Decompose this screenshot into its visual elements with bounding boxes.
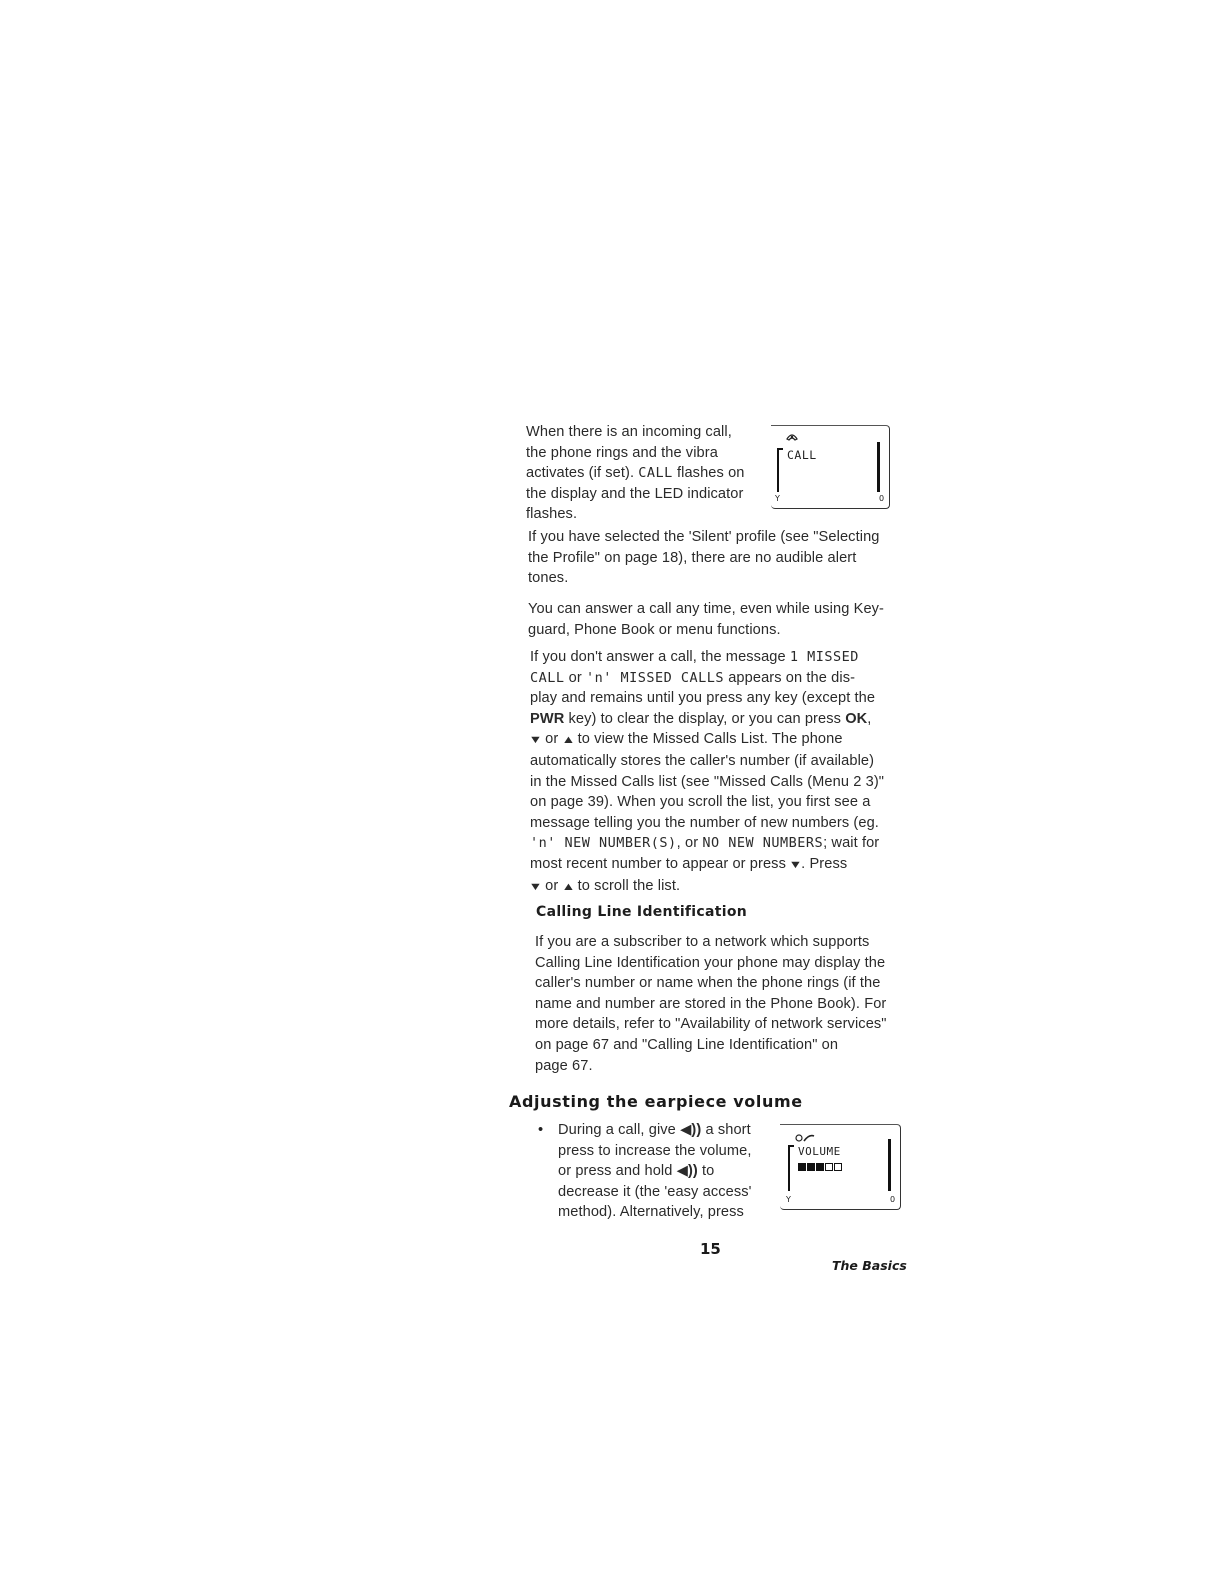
- intro-paragraph: [526, 422, 745, 525]
- lcd-battery-tick: 0: [879, 494, 885, 503]
- volume-level-segment: [825, 1163, 833, 1171]
- missed-line: automatically stores the caller's number (if available): [530, 752, 875, 769]
- missed-line: . Press: [801, 855, 848, 872]
- silent-profile-paragraph: [528, 527, 880, 589]
- volume-line: method). Alternatively, press: [558, 1204, 744, 1221]
- volume-line: a short: [705, 1122, 751, 1138]
- volume-line: decrease it (the 'easy access': [558, 1183, 752, 1200]
- volume-line: press to increase the volume,: [558, 1142, 752, 1159]
- cli-line: If you are a subscriber to a network which supports: [535, 934, 870, 950]
- cli-line: Calling Line Identification your phone may display the: [535, 954, 886, 971]
- cli-line: name and number are stored in the Phone Book). For: [535, 995, 887, 1012]
- missed-line: appears on the dis-: [728, 669, 856, 686]
- scroll-up-icon: ▲: [560, 734, 576, 747]
- missed-line: key) to clear the display, or you can press: [568, 710, 842, 727]
- missed-line: , or: [676, 835, 699, 852]
- missed-line: message telling you the number of new numbers (eg.: [530, 814, 879, 831]
- missed-line: ; wait for: [823, 835, 880, 852]
- missed-line: If you don't answer a call, the message: [530, 649, 786, 665]
- silent-line: the Profile" on page 18), there are no audible alert: [528, 549, 857, 566]
- answer-line: guard, Phone Book or menu functions.: [528, 621, 781, 638]
- lcd-volume-illustration: [780, 1124, 901, 1210]
- battery-bar-icon: [877, 442, 880, 492]
- display-text-new-numbers: 'n' NEW NUMBER(S): [530, 835, 677, 852]
- silent-line: If you have selected the 'Silent' profile (see "Selecting: [528, 529, 880, 545]
- missed-line: or: [545, 877, 559, 894]
- intro-line: the display and the LED indicator: [526, 485, 744, 502]
- chapter-title: The Basics: [832, 1258, 907, 1273]
- intro-line: flashes on: [676, 465, 745, 482]
- volume-level-bar: [798, 1163, 842, 1171]
- silent-line: tones.: [528, 570, 569, 587]
- intro-line: When there is an incoming call,: [526, 424, 732, 440]
- cli-line: page 67.: [535, 1057, 593, 1074]
- display-text-missed: 1 MISSED: [789, 649, 859, 665]
- scroll-up-icon: ▲: [560, 880, 576, 893]
- pwr-key-label: PWR: [530, 710, 565, 727]
- ringing-phone-icon: [785, 430, 799, 448]
- lcd-signal-tick: Y: [786, 1195, 791, 1204]
- cli-line: more details, refer to "Availability of network services": [535, 1016, 887, 1033]
- scroll-down-icon: ▼: [528, 880, 543, 893]
- volume-level-segment: [834, 1163, 842, 1171]
- answer-paragraph: [528, 599, 884, 640]
- display-text-call: CALL: [530, 669, 565, 686]
- cli-heading: Calling Line Identification: [536, 904, 748, 920]
- volume-line: During a call, give: [558, 1122, 676, 1138]
- missed-line: or: [568, 669, 582, 686]
- lcd-call-illustration: [771, 425, 890, 509]
- volume-level-segment: [807, 1163, 815, 1171]
- volume-key-icon: ◀)): [680, 1122, 702, 1138]
- lcd-battery-tick: 0: [890, 1195, 896, 1204]
- missed-line: to view the Missed Calls List. The phone: [577, 731, 843, 748]
- scroll-down-icon: ▼: [788, 858, 803, 871]
- display-text-missed-calls: 'n' MISSED CALLS: [586, 669, 725, 686]
- signal-bar-cap-icon: [788, 1145, 794, 1147]
- ok-key-label: OK: [845, 710, 868, 727]
- signal-bar-icon: [777, 448, 779, 492]
- missed-line: ,: [867, 710, 872, 727]
- intro-line: the phone rings and the vibra: [526, 444, 718, 461]
- cli-line: on page 67 and "Calling Line Identification" on: [535, 1036, 839, 1053]
- signal-bar-icon: [788, 1145, 790, 1191]
- missed-line: on page 39). When you scroll the list, you first see a: [530, 794, 871, 811]
- lcd-volume-text: VOLUME: [798, 1145, 841, 1158]
- missed-line: or: [545, 731, 559, 748]
- lcd-signal-tick: Y: [775, 494, 780, 503]
- missed-line: to scroll the list.: [577, 877, 681, 894]
- volume-paragraph: [558, 1120, 752, 1223]
- signal-bar-cap-icon: [777, 448, 783, 450]
- missed-line: in the Missed Calls list (see "Missed Calls (Menu 2 3)": [530, 773, 885, 790]
- scroll-down-icon: ▼: [528, 734, 543, 747]
- cli-paragraph: [535, 932, 887, 1076]
- missed-line: play and remains until you press any key (except the: [530, 690, 876, 707]
- battery-bar-icon: [888, 1139, 891, 1191]
- intro-line: flashes.: [526, 506, 578, 523]
- page-number: 15: [700, 1240, 721, 1258]
- missed-line: most recent number to appear or press: [530, 855, 786, 872]
- volume-line: or press and hold: [558, 1163, 673, 1180]
- volume-key-icon: ◀)): [676, 1163, 698, 1180]
- bullet-marker: •: [538, 1122, 544, 1138]
- volume-level-segment: [798, 1163, 806, 1171]
- volume-line: to: [702, 1163, 715, 1180]
- display-text-no-new-numbers: NO NEW NUMBERS: [702, 835, 824, 852]
- missed-calls-paragraph: [530, 647, 884, 897]
- answer-line: You can answer a call any time, even while using Key-: [528, 601, 885, 617]
- intro-line: activates (if set).: [526, 465, 635, 482]
- volume-heading: Adjusting the earpiece volume: [509, 1092, 803, 1111]
- lcd-call-text: CALL: [787, 448, 817, 462]
- cli-line: caller's number or name when the phone rings (if the: [535, 975, 881, 992]
- volume-level-segment: [816, 1163, 824, 1171]
- display-text-call: CALL: [638, 465, 673, 482]
